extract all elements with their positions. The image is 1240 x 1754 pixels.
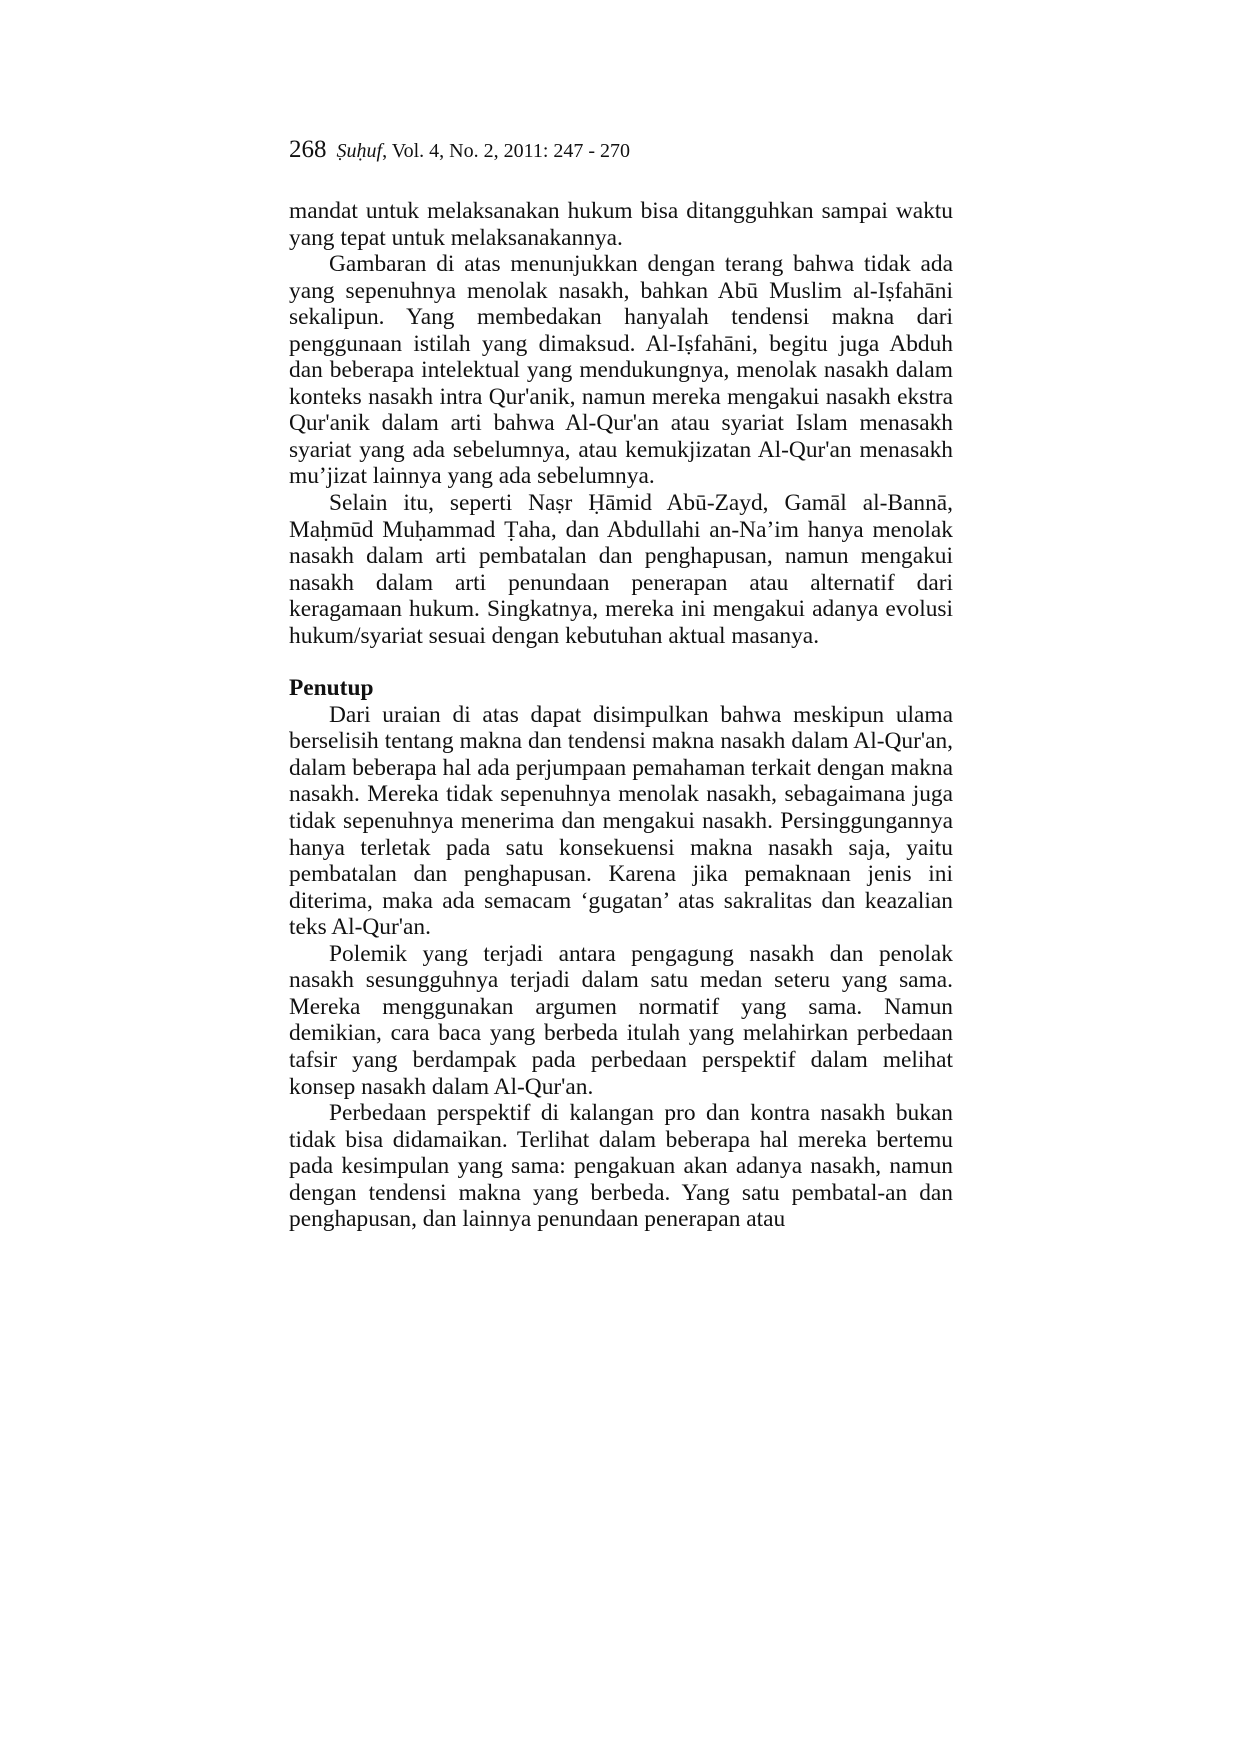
section-paragraph-3: Perbedaan perspektif di kalangan pro dan kontra nasakh bukan tidak bisa didamaikan. Terlihat dalam beberapa hal mereka bertemu pada kesimpulan yang sama: pengakuan akan adanya nasakh, namun dengan tendensi makna yang berbeda. Yang satu pembatal-an dan penghapusan, dan lainnya penundaan penerapan atau: [289, 1100, 953, 1233]
journal-title: Ṣuḥuf: [336, 140, 383, 162]
page-number: 268: [289, 136, 327, 163]
section-spacer: [289, 649, 953, 675]
body-paragraph-3: Selain itu, seperti Naṣr Ḥāmid Abū-Zayd, Gamāl al-Bannā, Maḥmūd Muḥammad Ṭaha, dan Abdullahi an-Na’im hanya menolak nasakh dalam arti pembatalan dan penghapusan, namun mengakui nasakh dalam arti penundaan penerapan atau alternatif dari keragamaan hukum. Singkatnya, mereka ini mengakui adanya evolusi hukum/syariat sesuai dengan kebutuhan aktual masanya.: [289, 490, 953, 649]
document-body: [289, 198, 953, 1233]
section-heading-penutup: Penutup: [289, 675, 374, 702]
journal-volume-details: , Vol. 4, No. 2, 2011: 247 - 270: [382, 140, 631, 162]
section-paragraph-1: Dari uraian di atas dapat disimpulkan bahwa meskipun ulama berselisih tentang makna dan tendensi makna nasakh dalam Al-Qur'an, dalam beberapa hal ada perjumpaan pemahaman terkait dengan makna nasakh. Mereka tidak sepenuhnya menolak nasakh, sebagaimana juga tidak sepenuhnya menerima dan mengakui nasakh. Persinggungannya hanya terletak pada satu konsekuensi makna nasakh saja, yaitu pembatalan dan penghapusan. Karena jika pemaknaan jenis ini diterima, maka ada semacam ‘gugatan’ atas sakralitas dan keazalian teks Al-Qur'an.: [289, 701, 953, 941]
running-header: [289, 136, 889, 176]
body-paragraph-1: mandat untuk melaksanakan hukum bisa ditangguhkan sampai waktu yang tepat untuk melaksanakannya.: [289, 198, 953, 251]
section-paragraph-2: Polemik yang terjadi antara pengagung nasakh dan penolak nasakh sesungguhnya terjadi dalam satu medan seteru yang sama. Mereka menggunakan argumen normatif yang sama. Namun demikian, cara baca yang berbeda itulah yang melahirkan perbedaan tafsir yang berdampak pada perbedaan perspektif dalam melihat konsep nasakh dalam Al-Qur'an.: [289, 940, 953, 1100]
body-paragraph-2: Gambaran di atas menunjukkan dengan terang bahwa tidak ada yang sepenuhnya menolak nasakh, bahkan Abū Muslim al-Iṣfahāni sekalipun. Yang membedakan hanyalah tendensi makna dari penggunaan istilah yang dimaksud. Al-Iṣfahāni, begitu juga Abduh dan beberapa intelektual yang mendukungnya, menolak nasakh dalam konteks nasakh intra Qur'anik, namun mereka mengakui nasakh ekstra Qur'anik dalam arti bahwa Al-Qur'an atau syariat Islam menasakh syariat yang ada sebelumnya, atau kemukjizatan Al-Qur'an menasakh mu’jizat lainnya yang ada sebelumnya.: [289, 251, 953, 490]
